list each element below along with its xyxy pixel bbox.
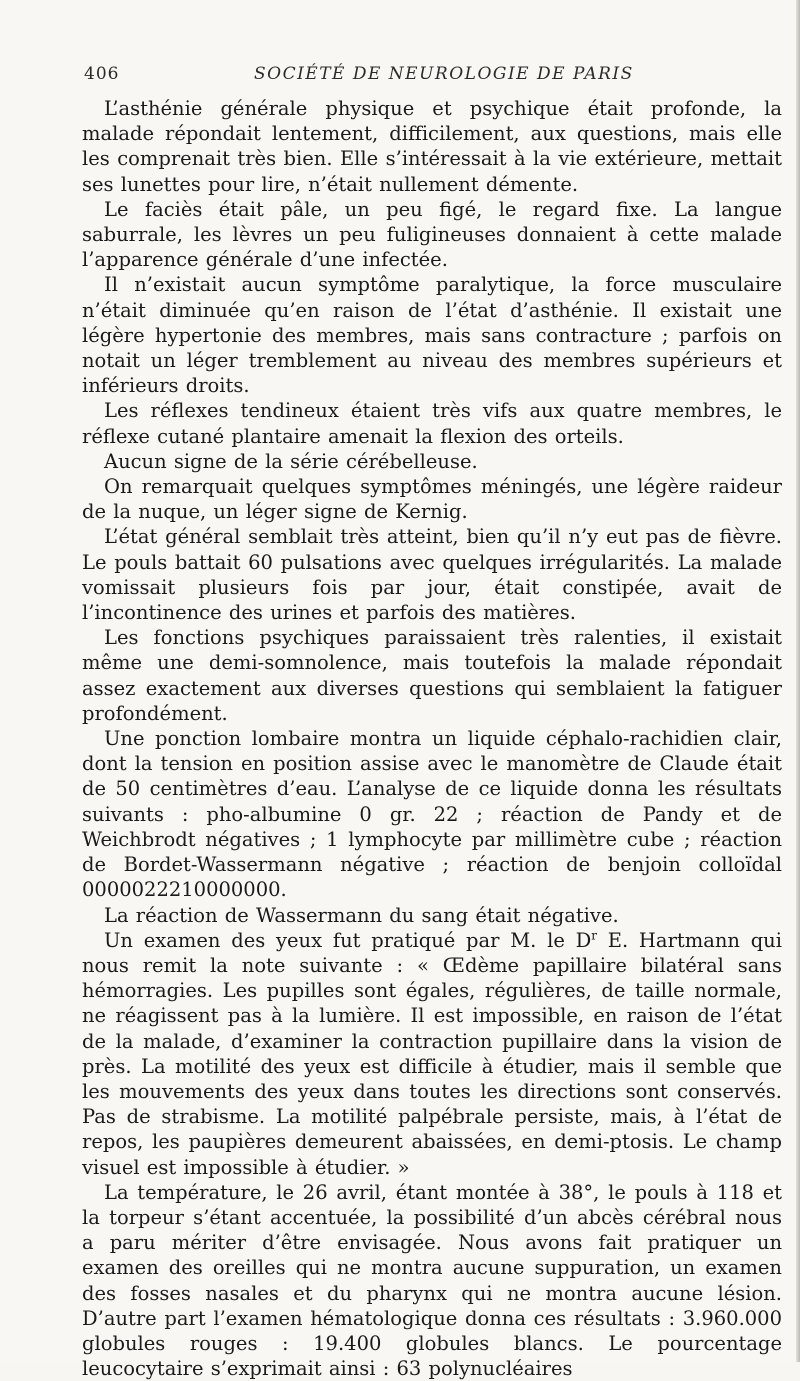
paragraph-wassermann: La réaction de Wassermann du sang était négative. — [104, 903, 619, 927]
page-edge-shadow — [796, 0, 800, 1362]
paragraph-meningeal: On remarquait quelques symptômes méningés, une légère raideur de la nuque, un léger signe de Kernig. — [82, 475, 782, 524]
paragraph-reflexes: Les réflexes tendineux étaient très vifs aux quatre membres, le réflexe cutané plantaire amenait la flexion des orteils. — [82, 399, 782, 448]
paragraph-cerebellar: Aucun signe de la série cérébelleuse. — [104, 449, 478, 473]
eye-exam-text-rest: E. Hartmann qui nous remit la note suivante : « Œdème papillaire bilatéral sans hémorragies. Les pupilles sont égales, régulières, de taille normale, ne réagissent pas à la lumière. Il est impossible, en raison de l’état de la malade, d’examiner la contraction pupillaire dans la vision de près. La motilité des yeux est difficile à étudier, mais il semble que les mouvements des yeux dans toutes les directions sont conservés. Pas de strabisme. La motilité palpébrale persiste, mais, à l’état de repos, les paupières demeurent abaissées, en demi-ptosis. Le champ visuel est impossible à étudier. » — [82, 928, 782, 1179]
eye-exam-text-start: Un examen des yeux fut pratiqué par M. le D — [104, 928, 592, 952]
doctor-superscript: r — [591, 928, 598, 943]
paragraph-psychic: Les fonctions psychiques paraissaient très ralenties, il existait même une demi-somnolence, mais toutefois la malade répondait assez exactement aux diverses questions qui semblaient la fatiguer profondément. — [82, 626, 782, 725]
paragraph-motor: Il n’existait aucun symptôme paralytique, la force musculaire n’était diminuée qu’en raison de l’état d’asthénie. Il existait une légère hypertonie des membres, mais sans contracture ; parfois on notait un léger tremblement au niveau des membres supérieurs et inférieurs droits. — [82, 273, 782, 398]
running-title: SOCIÉTÉ DE NEUROLOGIE DE PARIS — [254, 64, 634, 84]
paragraph-eye-exam — [82, 928, 782, 1180]
paragraph-facies: Le faciès était pâle, un peu figé, le regard fixe. La langue saburrale, les lèvres un peu fuligineuses donnaient à cette malade l’apparence générale d’une infectée. — [82, 197, 782, 272]
body-text — [82, 96, 782, 1381]
paragraph-lumbar-puncture: Une ponction lombaire montra un liquide céphalo-rachidien clair, dont la tension en position assise avec le manomètre de Claude était de 50 centimètres d’eau. L’analyse de ce liquide donna les résultats suivants : pho-albumine 0 gr. 22 ; réaction de Pandy et de Weichbrodt négatives ; 1 lymphocyte par millimètre cube ; réaction de Bordet-Wassermann négative ; réaction de benjoin colloïdal 0000022210000000. — [82, 727, 782, 902]
paragraph-general-state: L’état général semblait très atteint, bien qu’il n’y eut pas de fièvre. Le pouls battait 60 pulsations avec quelques irrégularités. La malade vomissait plusieurs fois par jour, était constipée, avait de l’incontinence des urines et parfois des matières. — [82, 525, 782, 625]
paragraph-temperature: La température, le 26 avril, étant montée à 38°, le pouls à 118 et la torpeur s’étant accentuée, la possibilité d’un abcès cérébral nous a paru mériter d’être envisagée. Nous avons fait pratiquer un examen des oreilles qui ne montra aucune suppuration, un examen des fosses nasales et du pharynx qui ne montra aucune lésion. D’autre part l’examen hématologique donna ces résultats : 3.960.000 globules rouges : 19.400 globules blancs. Le pourcentage leucocytaire s’exprimait ainsi : 63 polynucléaires — [82, 1180, 782, 1381]
page-header — [84, 64, 776, 88]
page-number: 406 — [84, 64, 120, 84]
paragraph-asthenia: L’asthénie générale physique et psychique était profonde, la malade répondait lentement, difficilement, aux questions, mais elle les comprenait très bien. Elle s’intéressait à la vie extérieure, mettait ses lunettes pour lire, n’était nullement démente. — [82, 97, 782, 196]
